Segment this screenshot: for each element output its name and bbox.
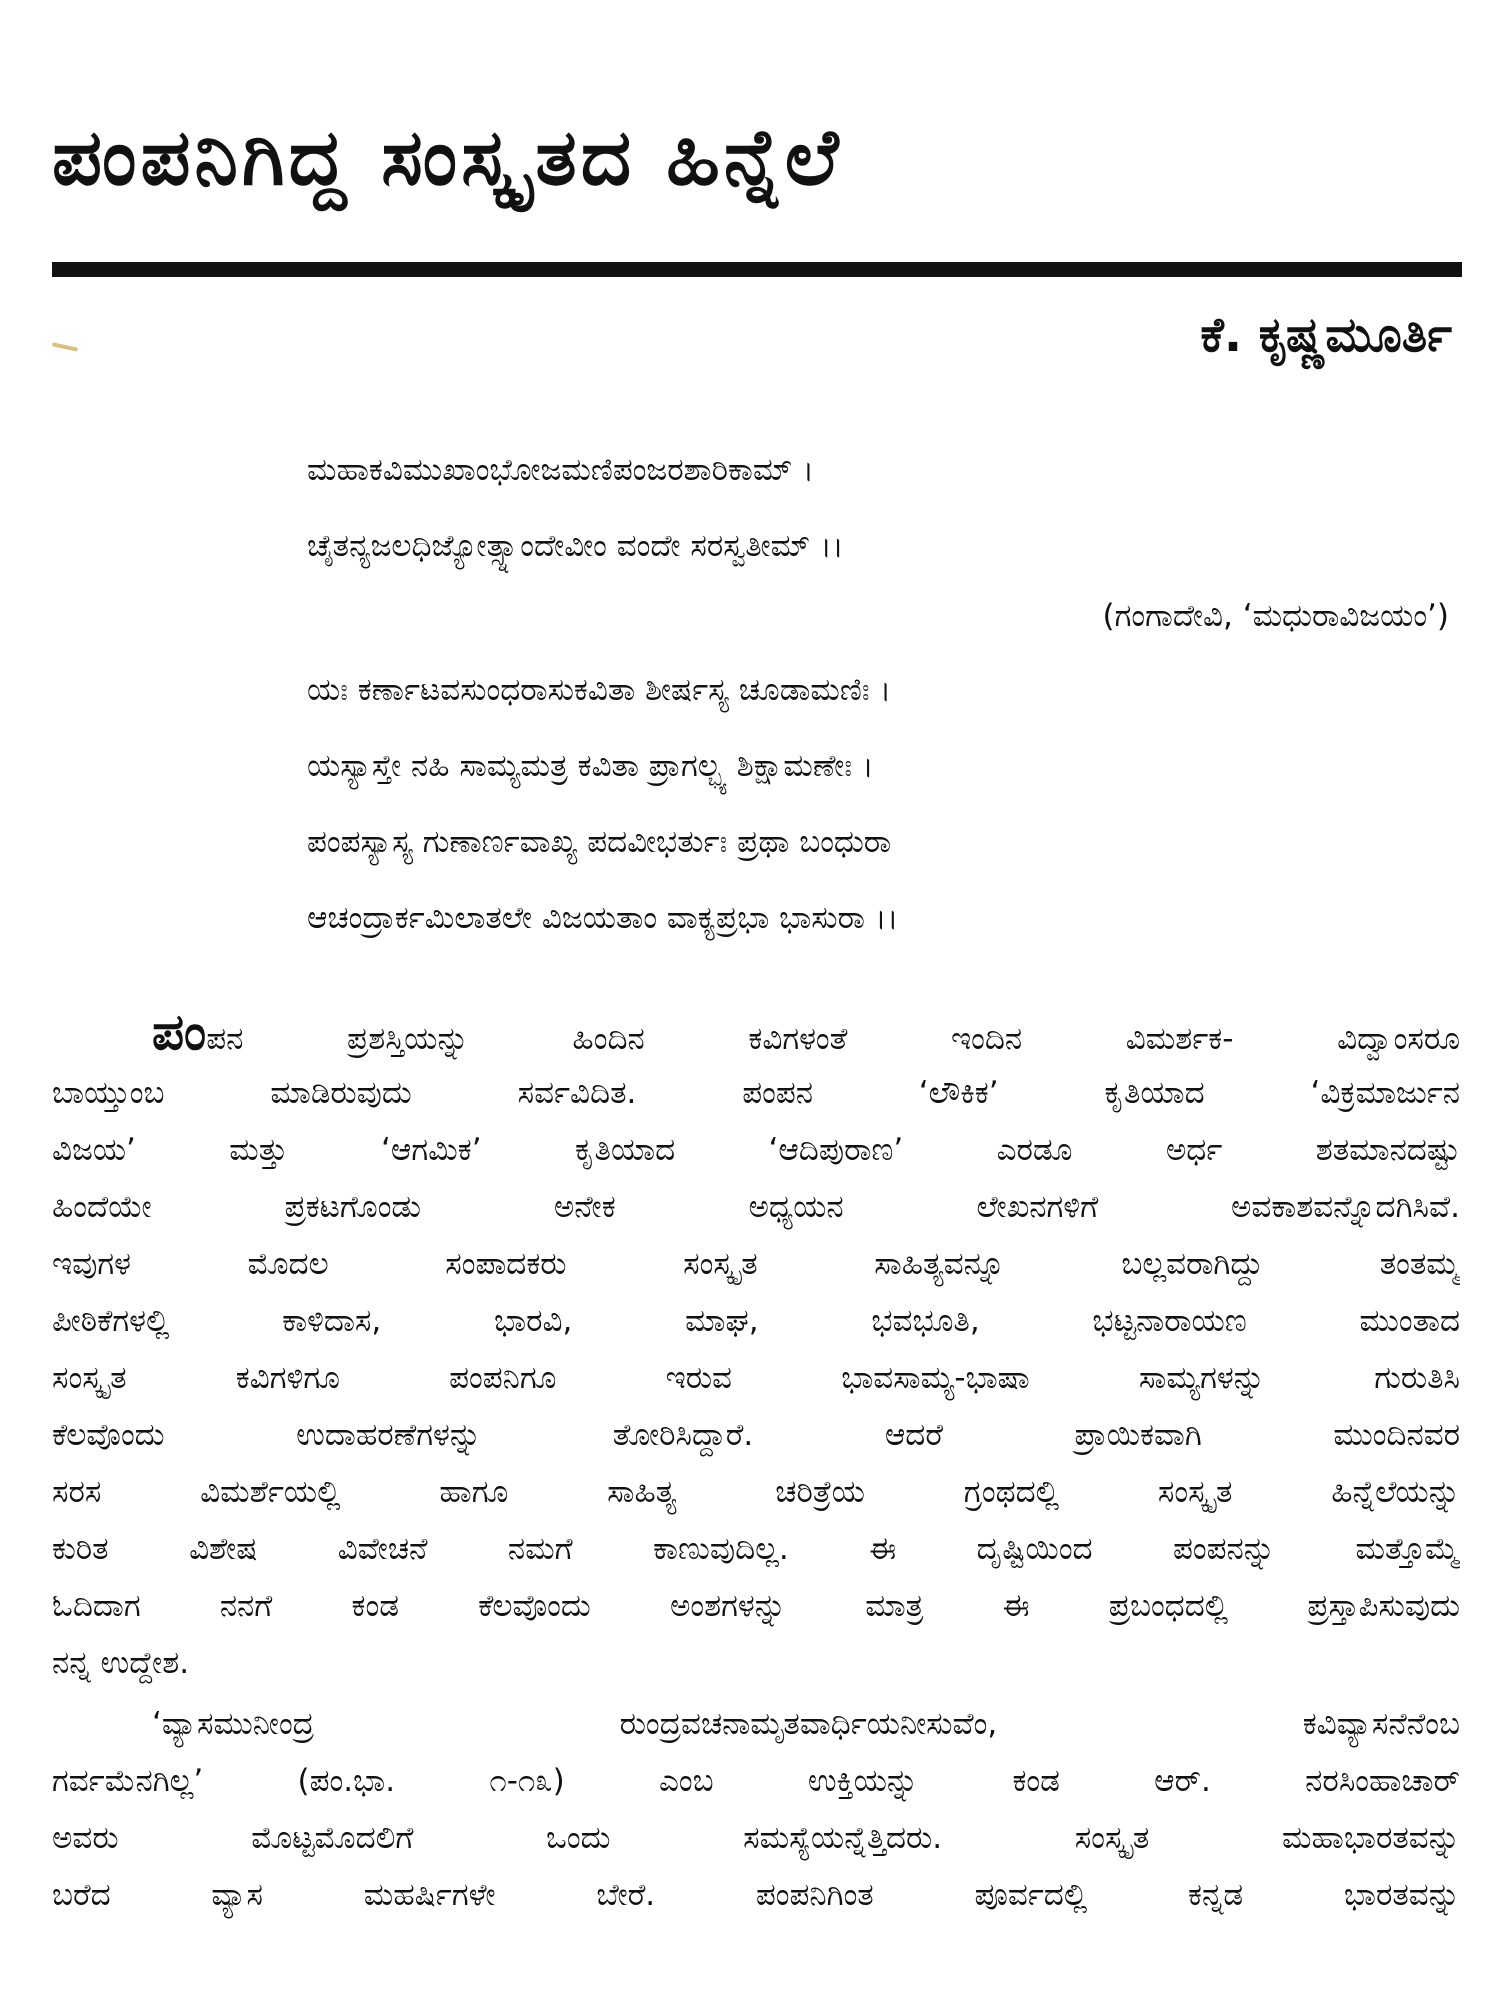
epigraph-line: ಮಹಾಕವಿಮುಖಾಂಭೋಜಮಣಿಪಂಜರಶಾರಿಕಾಮ್ । — [307, 452, 814, 488]
article-title: ಪಂಪನಿಗಿದ್ದ ಸಂಸ್ಕೃತದ ಹಿನ್ನೆಲೆ — [52, 113, 843, 203]
epigraph-block — [307, 450, 1457, 974]
epigraph-citation: (ಗಂಗಾದೇವಿ, ‘ಮಧುರಾವಿಜಯಂ’) — [1102, 598, 1449, 634]
epigraph-verse-2 — [307, 670, 1457, 938]
paragraph-1-last-line: ನನ್ನ ಉದ್ದೇಶ. — [52, 1645, 190, 1681]
paragraph-2-line: ಗರ್ವಮೆನಗಿಲ್ಲ’ (ಪಂ.ಭಾ. ೧-೧೩) ಎಂಬ ಉಕ್ತಿಯನ್ನು ಕಂಡ ಆರ್. ನರಸಿಂಹಾಚಾರ್ — [52, 1763, 1460, 1799]
paragraph-1-line: ವಿಜಯ’ ಮತ್ತು ‘ಆಗಮಿಕ’ ಕೃತಿಯಾದ ‘ಆದಿಪುರಾಣ’ ಎರಡೂ ಅರ್ಧ ಶತಮಾನದಷ್ಟು — [52, 1132, 1460, 1168]
scan-smudge — [52, 342, 78, 351]
paragraph-1-line: ಪೀಠಿಕೆಗಳಲ್ಲಿ ಕಾಳಿದಾಸ, ಭಾರವಿ, ಮಾಘ, ಭವಭೂತಿ, ಭಟ್ಟನಾರಾಯಣ ಮುಂತಾದ — [52, 1303, 1460, 1339]
epigraph-line: ಪಂಪಸ್ಯಾಸ್ಯ ಗುಣಾರ್ಣವಾಖ್ಯ ಪದವೀಭರ್ತುಃ ಪ್ರಥಾ ಬಂಧುರಾ — [307, 824, 892, 860]
paragraph-2-line: ‘ವ್ಯಾಸಮುನೀಂದ್ರ ರುಂದ್ರವಚನಾಮೃತವಾರ್ಧಿಯನೀಸುವೆಂ, ಕವಿವ್ಯಾಸನೆನೆಂಬ — [152, 1706, 1460, 1742]
article-body — [52, 1012, 1460, 1928]
paragraph-1-line: ಸಂಸ್ಕೃತ ಕವಿಗಳಿಗೂ ಪಂಪನಿಗೂ ಇರುವ ಭಾವಸಾಮ್ಯ-ಭಾಷಾ ಸಾಮ್ಯಗಳನ್ನು ಗುರುತಿಸಿ — [52, 1360, 1460, 1396]
paragraph-1-line — [52, 1012, 1460, 1069]
paragraph-1-line: ಸರಸ ವಿಮರ್ಶೆಯಲ್ಲಿ ಹಾಗೂ ಸಾಹಿತ್ಯ ಚರಿತ್ರೆಯ ಗ್ರಂಥದಲ್ಲಿ ಸಂಸ್ಕೃತ ಹಿನ್ನೆಲೆಯನ್ನು — [52, 1474, 1460, 1510]
author-name: ಕೆ. ಕೃಷ್ಣಮೂರ್ತಿ — [1200, 307, 1452, 363]
paragraph-1-line: ಬಾಯ್ತುಂಬ ಮಾಡಿರುವುದು ಸರ್ವವಿದಿತ. ಪಂಪನ ‘ಲೌಕಿಕ’ ಕೃತಿಯಾದ ‘ವಿಕ್ರಮಾರ್ಜುನ — [52, 1075, 1460, 1111]
paragraph-1-line: ಇವುಗಳ ಮೊದಲ ಸಂಪಾದಕರು ಸಂಸ್ಕೃತ ಸಾಹಿತ್ಯವನ್ನೂ ಬಲ್ಲವರಾಗಿದ್ದು ತಂತಮ್ಮ — [52, 1246, 1460, 1282]
epigraph-line: ಯಃ ಕರ್ಣಾಟವಸುಂಧರಾಸುಕವಿತಾ ಶೀರ್ಷಸ್ಯ ಚೂಡಾಮಣಿಃ । — [307, 672, 892, 708]
paragraph-1-line: ಕುರಿತ ವಿಶೇಷ ವಿವೇಚನೆ ನಮಗೆ ಕಾಣುವುದಿಲ್ಲ. ಈ ದೃಷ್ಟಿಯಿಂದ ಪಂಪನನ್ನು ಮತ್ತೊಮ್ಮೆ — [52, 1531, 1460, 1567]
epigraph-line: ಆಚಂದ್ರಾರ್ಕಮಿಲಾತಲೇ ವಿಜಯತಾಂ ವಾಕ್ಯಪ್ರಭಾ ಭಾಸುರಾ ।। — [307, 900, 899, 936]
paragraph-2-line: ಬರೆದ ವ್ಯಾಸ ಮಹರ್ಷಿಗಳೇ ಬೇರೆ. ಪಂಪನಿಗಿಂತ ಪೂರ್ವದಲ್ಲಿ ಕನ್ನಡ ಭಾರತವನ್ನು — [52, 1877, 1460, 1913]
paragraph-2-line: ಅವರು ಮೊಟ್ಟಮೊದಲಿಗೆ ಒಂದು ಸಮಸ್ಯೆಯನ್ನೆತ್ತಿದರು. ಸಂಸ್ಕೃತ ಮಹಾಭಾರತವನ್ನು — [52, 1820, 1460, 1856]
drop-cap: ಪಂ — [152, 1012, 207, 1061]
paragraph-1-first-line: ಪನ ಪ್ರಶಸ್ತಿಯನ್ನು ಹಿಂದಿನ ಕವಿಗಳಂತೆ ಇಂದಿನ ವಿಮರ್ಶಕ- ವಿದ್ವಾಂಸರೂ — [206, 1021, 1460, 1057]
epigraph-line: ಚೈತನ್ಯಜಲಧಿಜ್ಯೋತ್ಸ್ನಾಂದೇವೀಂ ವಂದೇ ಸರಸ್ವತೀಮ್ ।। — [307, 528, 844, 564]
paragraph-1-line: ಓದಿದಾಗ ನನಗೆ ಕಂಡ ಕೆಲವೊಂದು ಅಂಶಗಳನ್ನು ಮಾತ್ರ ಈ ಪ್ರಬಂಧದಲ್ಲಿ ಪ್ರಸ್ತಾಪಿಸುವುದು — [52, 1588, 1460, 1624]
paragraph-1-line: ಕೆಲವೊಂದು ಉದಾಹರಣೆಗಳನ್ನು ತೋರಿಸಿದ್ದಾರೆ. ಆದರೆ ಪ್ರಾಯಿಕವಾಗಿ ಮುಂದಿನವರ — [52, 1417, 1460, 1453]
title-rule — [52, 262, 1462, 277]
paragraph-1-line: ಹಿಂದೆಯೇ ಪ್ರಕಟಗೊಂಡು ಅನೇಕ ಅಧ್ಯಯನ ಲೇಖನಗಳಿಗೆ ಅವಕಾಶವನ್ನೊದಗಿಸಿವೆ. — [52, 1189, 1460, 1225]
epigraph-line: ಯಸ್ಯಾಸ್ತೇ ನಹಿ ಸಾಮ್ಯಮತ್ರ ಕವಿತಾ ಪ್ರಾಗಲ್ಭ್ಯ ಶಿಕ್ಷಾಮಣೇಃ । — [307, 748, 874, 784]
